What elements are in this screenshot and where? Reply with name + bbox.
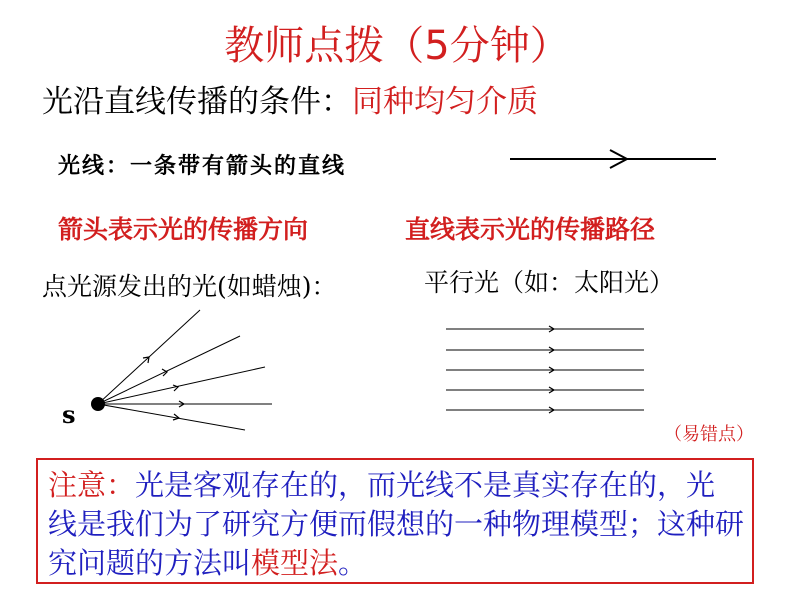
parallel-light-label: 平行光（如：太阳光） [424, 268, 675, 297]
propagation-condition [42, 76, 538, 121]
note-method: 模型法 [251, 546, 339, 580]
ray-3-arrow [173, 385, 178, 391]
note-box [36, 458, 754, 584]
light-ray-definition: 光线：一条带有箭头的直线 [58, 154, 347, 179]
note-end: 。 [338, 546, 368, 580]
parallel-light-diagram [440, 320, 650, 420]
light-ray-arrow-diagram [506, 146, 721, 176]
source-s-label: s [62, 400, 76, 429]
point-source-label: 点光源发出的光(如蜡烛)： [42, 272, 337, 301]
point-source-dot [91, 397, 105, 411]
mistake-tag: （易错点） [664, 424, 754, 445]
point-source-diagram [80, 300, 290, 440]
note-body: 光是客观存在的，而光线不是真实存在的，光线是我们为了研究方便而假想的一种物理模型；这种研究问题的方法叫 [48, 468, 745, 580]
arrow-meaning: 箭头表示光的传播方向 [58, 215, 309, 244]
ray-2 [98, 336, 240, 404]
condition-label: 光沿直线传播的条件： [42, 84, 352, 120]
ray-5 [98, 404, 245, 430]
line-meaning: 直线表示光的传播路径 [405, 215, 656, 244]
page-title: 教师点拨（5分钟） [224, 23, 570, 69]
condition-value: 同种均匀介质 [352, 84, 538, 120]
note-lead: 注意： [48, 468, 136, 502]
ray-3 [98, 367, 265, 404]
